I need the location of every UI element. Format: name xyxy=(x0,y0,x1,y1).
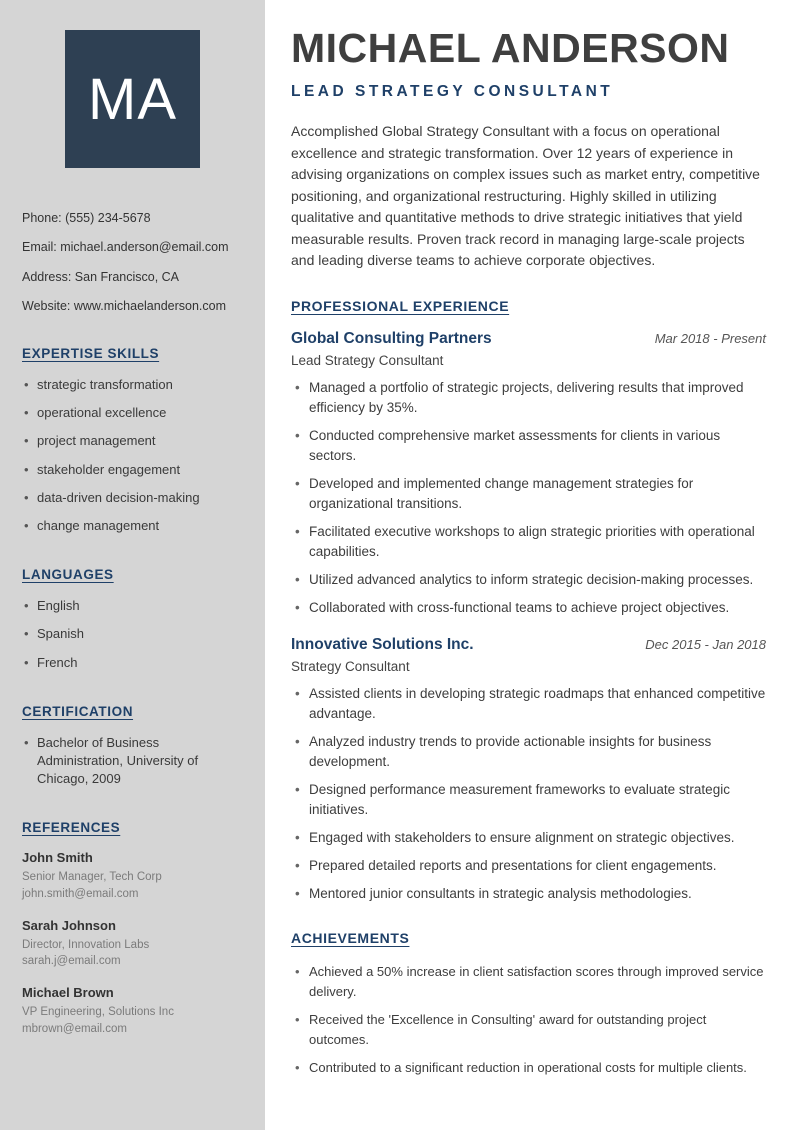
reference-entry xyxy=(22,918,243,970)
list-item: • Utilized advanced analytics to inform strategic decision-making processes. xyxy=(291,570,766,590)
list-item: • Engaged with stakeholders to ensure alignment on strategic objectives. xyxy=(291,828,766,848)
list-item: • Prepared detailed reports and presentations for client engagements. xyxy=(291,856,766,876)
list-item: • French xyxy=(22,654,243,672)
list-item: • change management xyxy=(22,517,243,535)
reference-email: john.smith@email.com xyxy=(22,887,139,900)
monogram-badge xyxy=(65,30,200,168)
section-title-languages: LANGUAGES xyxy=(22,567,114,583)
reference-name: Michael Brown xyxy=(22,984,114,1000)
section-title-references: REFERENCES xyxy=(22,820,121,836)
reference-name: Sarah Johnson xyxy=(22,917,116,933)
reference-role: VP Engineering, Solutions Inc xyxy=(22,1005,174,1018)
section-references xyxy=(22,820,243,1037)
reference-entry xyxy=(22,850,243,902)
company-name: Global Consulting Partners xyxy=(291,329,492,347)
candidate-name: MICHAEL ANDERSON xyxy=(291,25,730,71)
job-bullets xyxy=(291,684,766,904)
list-item: • strategic transformation xyxy=(22,376,243,394)
list-item: • English xyxy=(22,597,243,615)
job-dates: Mar 2018 - Present xyxy=(654,330,766,346)
candidate-headline: LEAD STRATEGY CONSULTANT xyxy=(291,83,614,101)
sidebar xyxy=(0,0,265,1130)
contact-website: Website: www.michaelanderson.com xyxy=(22,298,227,313)
section-title-expertise-skills: EXPERTISE SKILLS xyxy=(22,346,160,361)
list-item: • Achieved a 50% increase in client satisfaction scores through improved service delivery. xyxy=(291,962,766,1002)
list-item: • Managed a portfolio of strategic projects, delivering results that improved efficiency by 35%. xyxy=(291,378,766,418)
professional-summary: Accomplished Global Strategy Consultant with a focus on operational excellence and strategic transformation. Over 12 years of experience in advising organizations on complex issues such as market entry, competitive positioning, and organizational restructuring. Highly skilled in utilizing qualitative and quantitative methods to drive strategic initiatives that yield measurable results. Proven track record in managing large-scale projects and leading diverse teams to achieve corporate objectives. xyxy=(291,123,760,269)
job-header xyxy=(291,636,766,654)
section-achievements xyxy=(291,930,766,1078)
section-languages xyxy=(22,567,243,672)
list-item: • Developed and implemented change management strategies for organizational transitions. xyxy=(291,474,766,514)
contact-email: Email: michael.anderson@email.com xyxy=(22,240,229,255)
monogram-initials: MA xyxy=(88,66,177,132)
achievements-list xyxy=(291,962,766,1078)
list-item: • operational excellence xyxy=(22,404,243,422)
reference-entry xyxy=(22,985,243,1037)
list-item: • Analyzed industry trends to provide actionable insights for business development. xyxy=(291,732,766,772)
list-item: • Facilitated executive workshops to align strategic priorities with operational capabilities. xyxy=(291,522,766,562)
company-name: Innovative Solutions Inc. xyxy=(291,635,474,653)
job-bullets xyxy=(291,378,766,618)
job-role: Strategy Consultant xyxy=(291,658,410,674)
list-item: • Designed performance measurement frameworks to evaluate strategic initiatives. xyxy=(291,780,766,820)
contact-address: Address: San Francisco, CA xyxy=(22,269,180,284)
reference-email: sarah.j@email.com xyxy=(22,955,121,968)
section-title-certification: CERTIFICATION xyxy=(22,703,134,719)
section-expertise-skills xyxy=(22,346,243,535)
job-header xyxy=(291,330,766,348)
reference-email: mbrown@email.com xyxy=(22,1022,127,1035)
list-item: • Spanish xyxy=(22,625,243,643)
section-title-professional-experience: PROFESSIONAL EXPERIENCE xyxy=(291,297,510,314)
section-certification xyxy=(22,704,243,789)
list-item: • Assisted clients in developing strategic roadmaps that enhanced competitive advantage. xyxy=(291,684,766,724)
skills-list xyxy=(22,376,243,535)
section-professional-experience xyxy=(291,298,766,904)
list-item: • Received the 'Excellence in Consulting' award for outstanding project outcomes. xyxy=(291,1010,766,1050)
list-item: • Conducted comprehensive market assessments for clients in various sectors. xyxy=(291,426,766,466)
section-title-achievements: ACHIEVEMENTS xyxy=(291,929,410,946)
list-item: • Bachelor of Business Administration, University of Chicago, 2009 xyxy=(22,734,243,789)
job-role: Lead Strategy Consultant xyxy=(291,352,444,368)
list-item: • data-driven decision-making xyxy=(22,489,243,507)
certification-list xyxy=(22,734,243,789)
contact-info xyxy=(22,210,243,314)
list-item: • project management xyxy=(22,432,243,450)
main-content xyxy=(265,0,800,1130)
job-entry xyxy=(291,330,766,618)
list-item: • Mentored junior consultants in strategic analysis methodologies. xyxy=(291,884,766,904)
job-dates: Dec 2015 - Jan 2018 xyxy=(645,636,766,652)
list-item: • Collaborated with cross-functional teams to achieve project objectives. xyxy=(291,598,766,618)
list-item: • Contributed to a significant reduction in operational costs for multiple clients. xyxy=(291,1058,766,1078)
languages-list xyxy=(22,597,243,672)
reference-role: Director, Innovation Labs xyxy=(22,938,150,951)
contact-phone: Phone: (555) 234-5678 xyxy=(22,211,151,225)
reference-role: Senior Manager, Tech Corp xyxy=(22,871,162,884)
list-item: • stakeholder engagement xyxy=(22,461,243,479)
job-entry xyxy=(291,636,766,904)
reference-name: John Smith xyxy=(22,850,93,866)
